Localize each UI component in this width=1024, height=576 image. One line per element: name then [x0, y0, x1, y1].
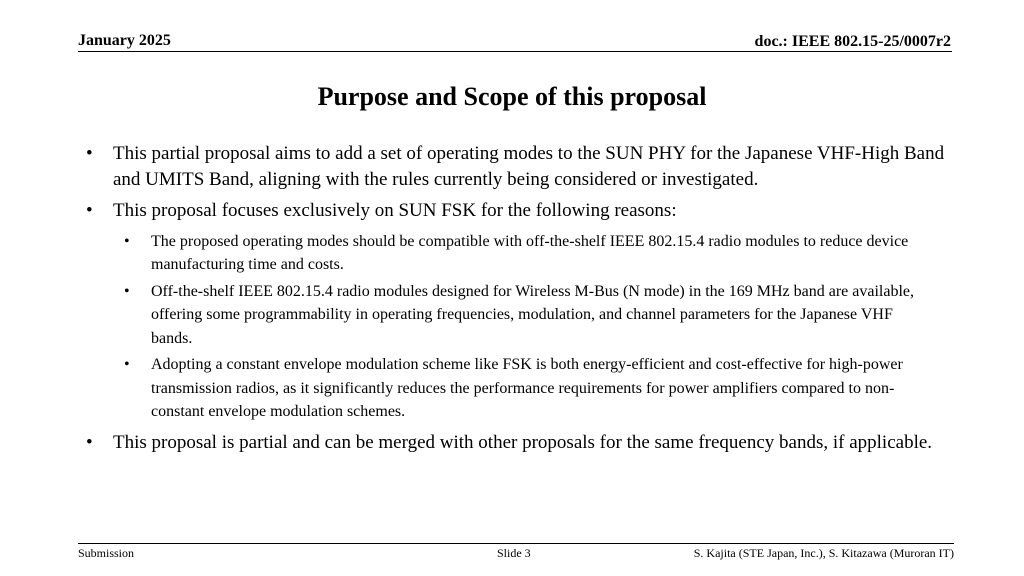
- sub-bullet-item: [124, 353, 924, 424]
- bullet-dot-icon: •: [86, 431, 93, 453]
- bullet-dot-icon: •: [86, 200, 93, 221]
- sub-bullet-item: [124, 230, 924, 277]
- sub-bullet-dot-icon: •: [124, 232, 130, 250]
- sub-bullet-item: [124, 280, 924, 351]
- sub-bullet-list: [124, 230, 924, 424]
- header-divider: [78, 51, 952, 52]
- footer-authors: S. Kajita (STE Japan, Inc.), S. Kitazawa (Muroran IT): [693, 546, 954, 560]
- bullet-text: This partial proposal aims to add a set of operating modes to the SUN PHY for the Japanese VHF-High Band and UMITS Band, aligning with the rules currently being considered or investigated.: [113, 143, 945, 190]
- sub-bullet-text: The proposed operating modes should be compatible with off-the-shelf IEEE 802.15.4 radio modules to reduce device manufacturing time and costs.: [151, 232, 909, 273]
- header-doc-id: doc.: IEEE 802.15-25/0007r2: [754, 33, 951, 50]
- bullet-item: [86, 430, 956, 456]
- bullet-dot-icon: •: [86, 143, 93, 164]
- bullet-text: This proposal focuses exclusively on SUN FSK for the following reasons:: [113, 200, 677, 221]
- bullet-item: [86, 198, 956, 224]
- header-date: January 2025: [78, 32, 171, 49]
- sub-bullet-dot-icon: •: [124, 356, 130, 373]
- footer-divider: [78, 543, 954, 544]
- footer-submission: Submission: [78, 546, 135, 560]
- sub-bullet-text: Adopting a constant envelope modulation scheme like FSK is both energy-efficient and cost-effective for high-power transmission radios, as it significantly reduces the performance requirements for power amplifiers compared to non-constant envelope modulation schemes.: [151, 356, 903, 420]
- sub-bullet-dot-icon: •: [124, 282, 130, 300]
- bullet-item: [86, 141, 956, 192]
- slide-content: [86, 141, 956, 461]
- slide-title: Purpose and Scope of this proposal: [317, 82, 707, 111]
- footer-slide-number: Slide 3: [497, 546, 531, 560]
- bullet-text: This proposal is partial and can be merged with other proposals for the same frequency bands, if applicable.: [113, 431, 933, 453]
- sub-bullet-text: Off-the-shelf IEEE 802.15.4 radio modules designed for Wireless M-Bus (N mode) in the 169 MHz band are available, offering some programmability in operating frequencies, modulation, and channel parameters for the Japanese VHF bands.: [151, 282, 915, 347]
